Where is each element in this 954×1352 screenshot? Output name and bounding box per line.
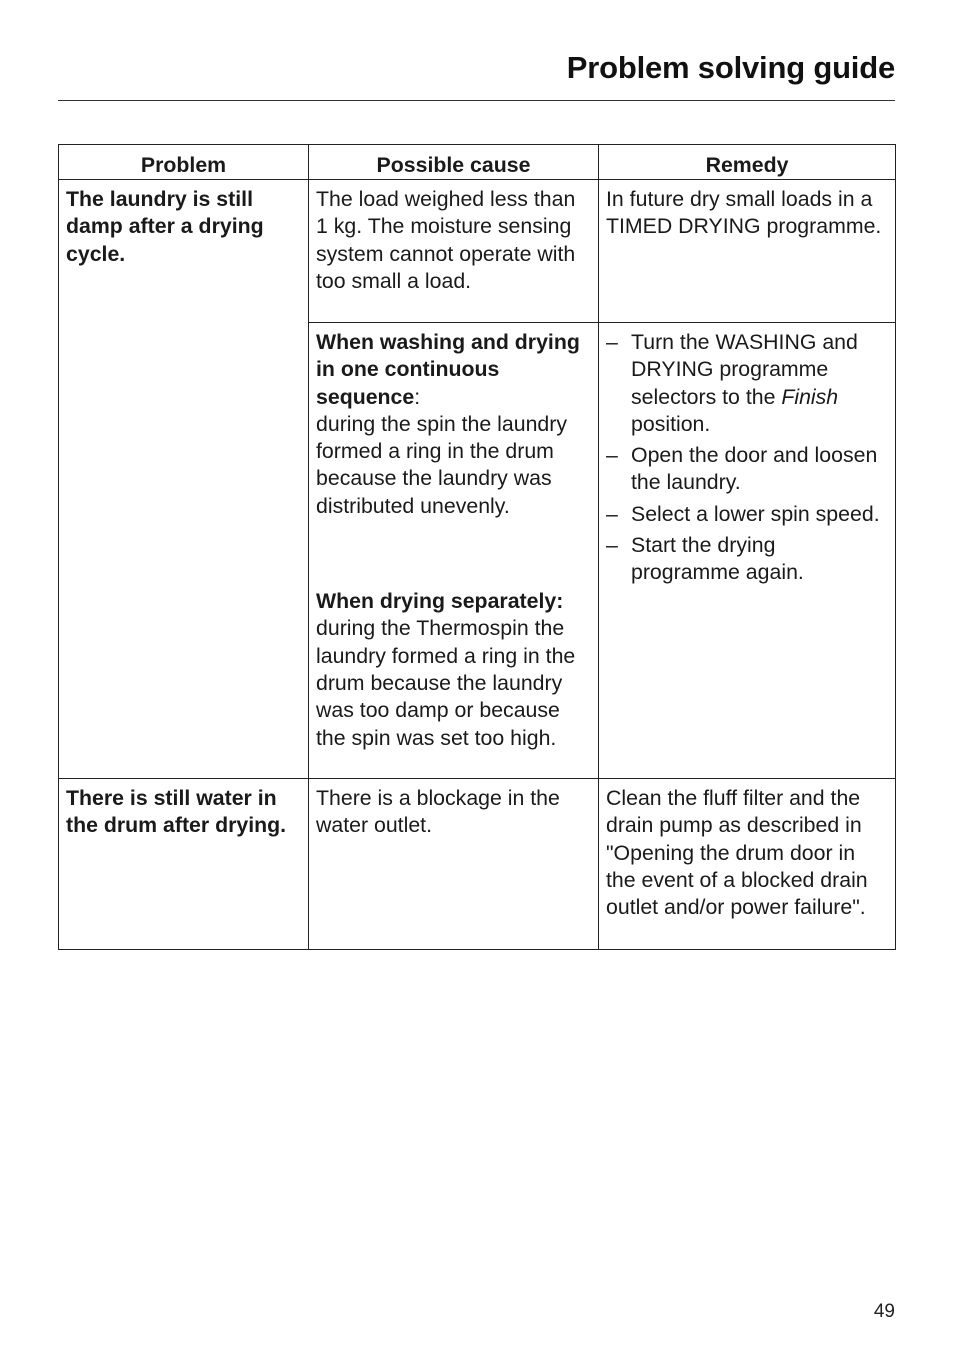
page-number: 49 [873,1301,895,1322]
title-divider [58,100,895,101]
step-text-italic: Finish [781,384,839,409]
step-text: position. [631,411,711,436]
remedy-cell [599,323,896,779]
step-text: Turn the WASHING and DRYING programme selectors to the [631,330,858,409]
cause-text-continuous: during the spin the laundry formed a ring in the drum because the laundry was distributed unevenly. [316,411,567,518]
table-row [59,180,896,323]
list-item [606,501,888,528]
cause-cell: There is a blockage in the water outlet. [309,779,599,950]
cause-cell [309,323,599,779]
list-dash: – [606,330,618,354]
column-header-remedy: Remedy [599,145,896,180]
problem-table [58,144,896,950]
step-text: Open the door and loosen the laundry. [631,443,878,495]
list-item [606,329,888,438]
table-header-row [59,145,896,180]
step-text: Start the drying programme again. [631,533,804,585]
cause-heading-text: When washing and drying in one continuous sequence [316,330,580,409]
problem-cell: There is still water in the drum after drying. [59,779,309,950]
step-text: Select a lower spin speed. [631,501,880,526]
remedy-cell: Clean the fluff filter and the drain pump as described in "Opening the drum door in the event of a blocked drain outlet and/or power failure". [599,779,896,950]
column-header-problem: Problem [59,145,309,180]
page-title: Problem solving guide [566,50,895,85]
list-item [606,532,888,587]
cause-cell: The load weighed less than 1 kg. The moisture sensing system cannot operate with too small a load. [309,180,599,323]
cause-heading-colon: : [414,384,421,409]
list-item [606,442,888,497]
column-header-possible-cause: Possible cause [309,145,599,180]
cause-heading-separate: When drying separately: [316,589,564,614]
table-row [59,779,896,950]
spacer [316,520,591,588]
list-dash: – [606,443,618,468]
cause-text-separate: during the Thermospin the laundry formed a ring in the drum because the laundry was too damp or because the spin was set too high. [316,616,576,750]
problem-cell: The laundry is still damp after a drying cycle. [59,180,309,779]
cause-heading-continuous [316,329,591,411]
remedy-step-list [606,329,888,587]
remedy-cell: In future dry small loads in a TIMED DRYING programme. [599,180,896,323]
list-dash: – [606,501,618,526]
list-dash: – [606,533,618,558]
